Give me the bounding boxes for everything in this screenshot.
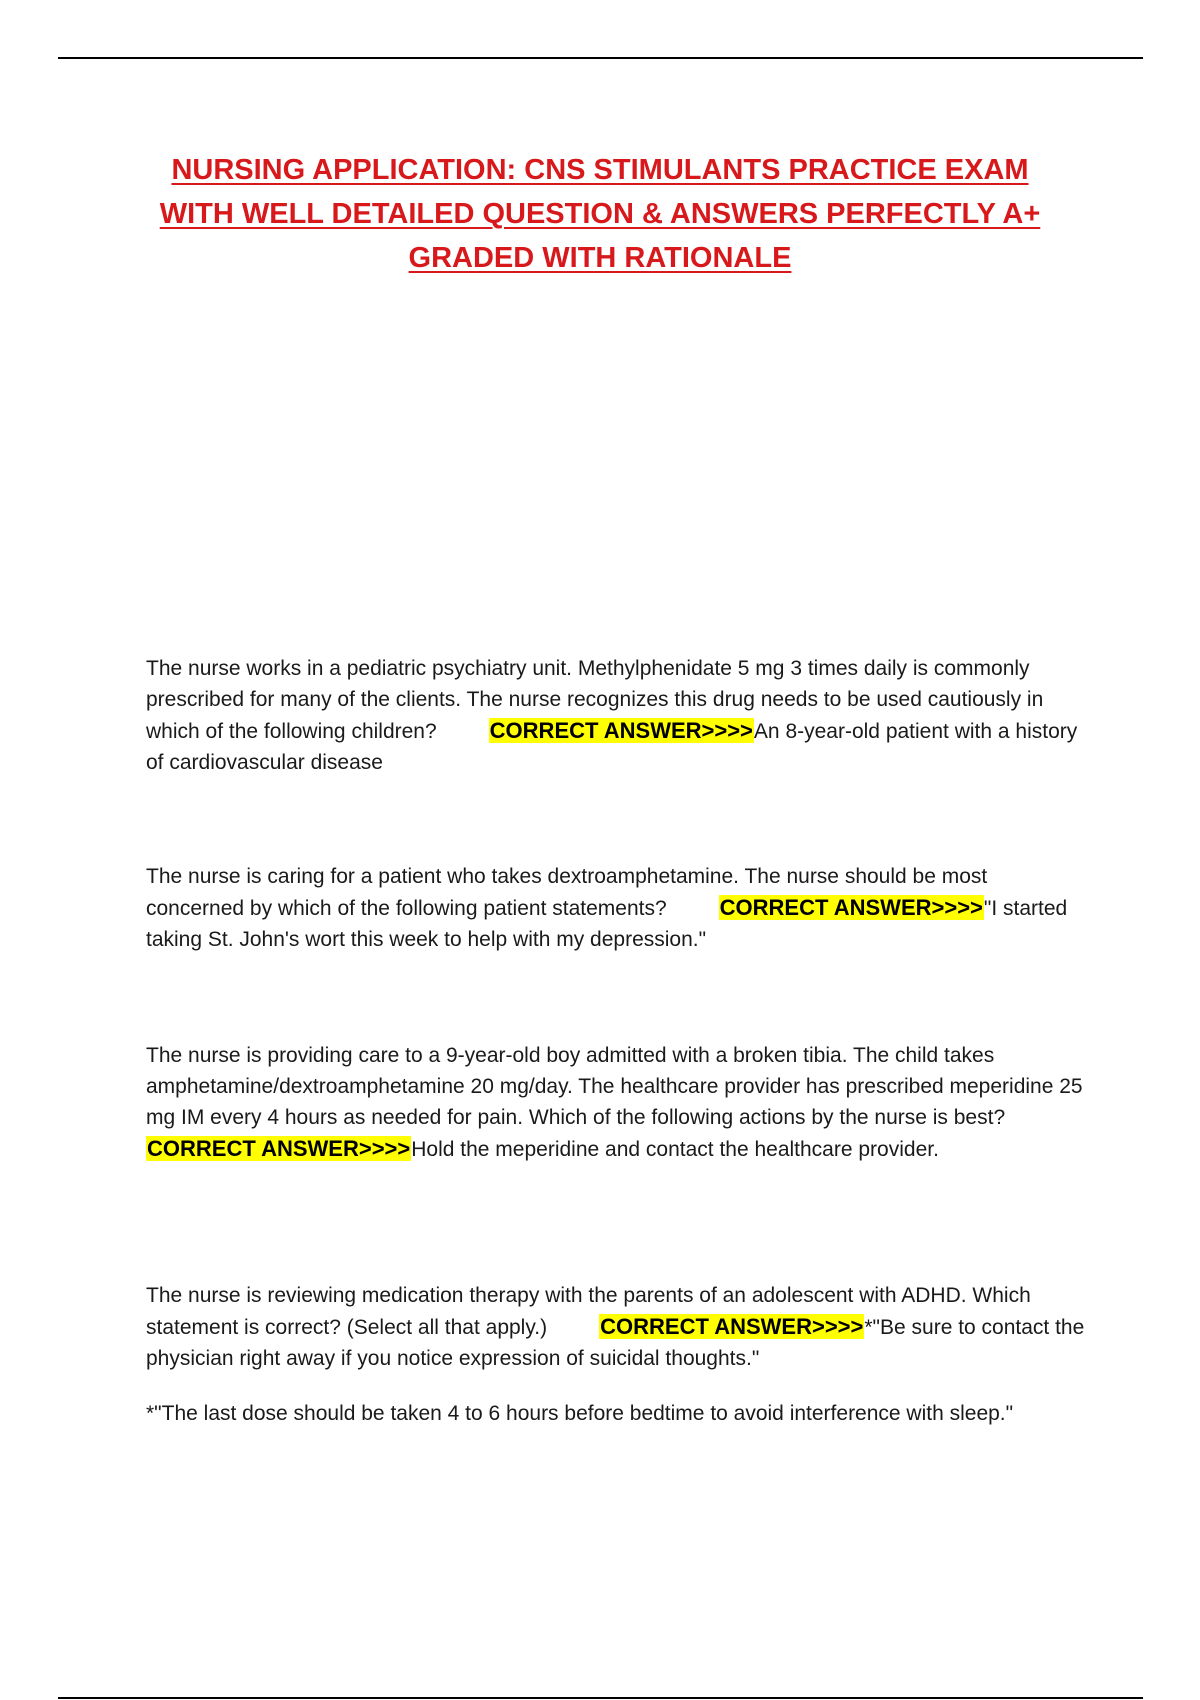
correct-answer-marker-4: CORRECT ANSWER>>>> (600, 1314, 864, 1339)
top-rule (58, 57, 1143, 59)
answer-text-4: *"Be sure to contact the physician right away if you notice expression of suicidal thoughts." (146, 1316, 1085, 1370)
question-block-1 (146, 653, 1091, 778)
title-line-3: GRADED WITH RATIONALE (408, 242, 792, 274)
question-text-3: The nurse is providing care to a 9-year-old boy admitted with a broken tibia. The child takes amphetamine/dextroamphetamine 20 mg/day. The healthcare provider has prescribed meperidine 25 mg IM every 4 hours as needed for pain. Which of the following actions by the nurse is best? (146, 1044, 1083, 1129)
correct-answer-marker-3: CORRECT ANSWER>>>> (147, 1136, 411, 1161)
question-block-3 (146, 1040, 1091, 1165)
bottom-rule (58, 1697, 1143, 1699)
title-line-2: WITH WELL DETAILED QUESTION & ANSWERS PERFECTLY A+ (159, 198, 1041, 230)
title-line-1: NURSING APPLICATION: CNS STIMULANTS PRACTICE EXAM (171, 154, 1029, 186)
answer-text-3: Hold the meperidine and contact the healthcare provider. (411, 1138, 939, 1161)
answer-text-2: "I started taking St. John's wort this week to help with my depression." (146, 897, 1068, 951)
question-block-2 (146, 861, 1091, 955)
answer-text-1: An 8-year-old patient with a history of cardiovascular disease (146, 720, 1078, 774)
correct-answer-marker-1: CORRECT ANSWER>>>> (489, 718, 753, 743)
correct-answer-marker-2: CORRECT ANSWER>>>> (719, 895, 983, 920)
document-title (100, 148, 1100, 280)
question-text-2: The nurse is caring for a patient who takes dextroamphetamine. The nurse should be most concerned by which of the following patient statements? (146, 865, 988, 920)
additional-answer-text-4: *"The last dose should be taken 4 to 6 hours before bedtime to avoid interference with sleep." (146, 1402, 1014, 1425)
question-text-1: The nurse works in a pediatric psychiatry unit. Methylphenidate 5 mg 3 times daily is commonly prescribed for many of the clients. The nurse recognizes this drug needs to be used cautiously in which of the following children? (146, 657, 1044, 743)
question-block-4 (146, 1280, 1091, 1429)
question-text-4: The nurse is reviewing medication therapy with the parents of an adolescent with ADHD. Which statement is correct? (Select all that apply.) (146, 1284, 1031, 1339)
